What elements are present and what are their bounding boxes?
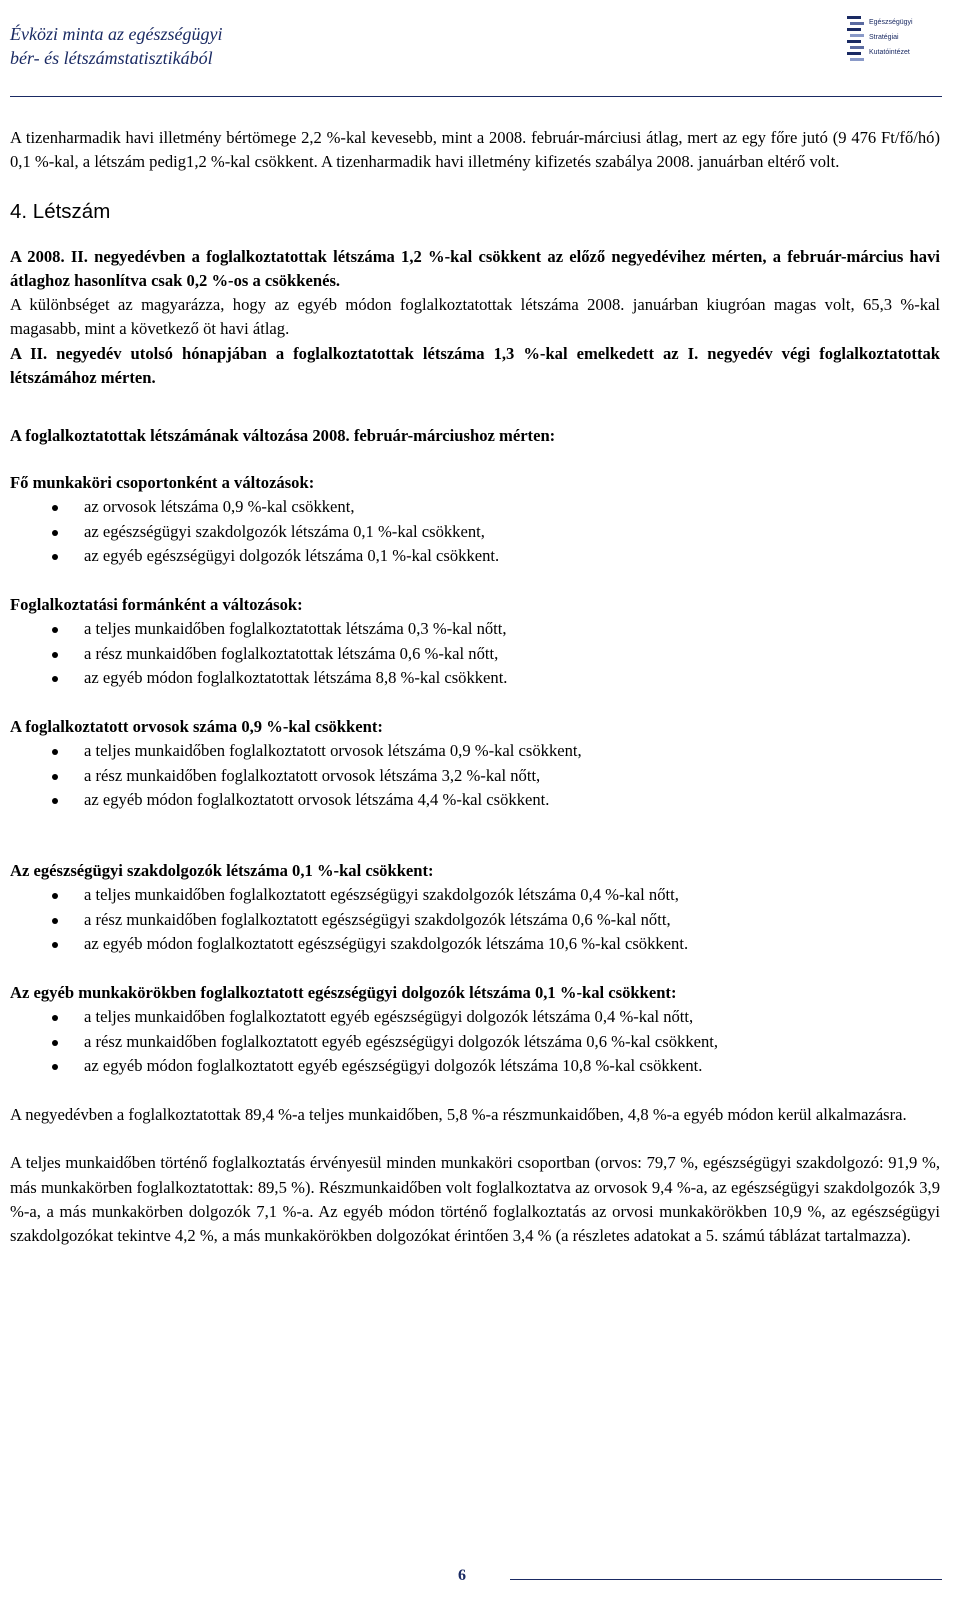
- list-item: az egyéb módon foglalkoztatottak létszáma 8,8 %-kal csökkent.: [10, 666, 940, 691]
- list-item: az egészségügyi szakdolgozók létszáma 0,1 %-kal csökkent,: [10, 520, 940, 545]
- group-heading: Az egészségügyi szakdolgozók létszáma 0,1 %-kal csökkent:: [10, 860, 434, 880]
- list-item: a teljes munkaidőben foglalkoztatott egészségügyi szakdolgozók létszáma 0,4 %-kal nőtt,: [10, 883, 940, 908]
- page-number: 6: [458, 1567, 466, 1584]
- document-header-title: [10, 22, 222, 70]
- change-heading: A foglalkoztatottak létszámának változása 2008. február-márciushoz mérten:: [10, 426, 556, 446]
- list-item: az egyéb módon foglalkoztatott orvosok létszáma 4,4 %-kal csökkent.: [10, 788, 940, 813]
- bullet-list: [10, 617, 940, 691]
- bullet-icon: [52, 893, 58, 899]
- change-group-4: [10, 859, 940, 957]
- bullet-icon: [52, 1015, 58, 1021]
- summary-bold-paragraph-1: A 2008. II. negyedévben a foglalkoztatottak létszáma 1,2 %-kal csökkent az előző negyedévihez mérten, a február-március havi átlaghoz hasonlítva csak 0,2 %-os a csökkenés.: [10, 246, 940, 290]
- bullet-list: [10, 495, 940, 569]
- summary-bold-paragraph-2: A II. negyedév utolsó hónapjában a foglalkoztatottak létszáma 1,3 %-kal emelkedett az I. negyedév végi foglalkoztatottak létszámához mérten.: [10, 343, 940, 388]
- bullet-icon: [52, 1040, 58, 1046]
- closing-paragraph-2: A teljes munkaidőben történő foglalkoztatás érvényesül minden munkaköri csoportban (orvos: 79,7 %, egészségügyi szakdolgozó: 91,9 %, más munkakörben foglalkoztatottak: 89,5 %). Részmunkaidőben volt foglalkoztatva az orvosok 9,4 %-a, az egészségügyi szakdolgozók 3,9 %-a, a más munkakörben dolgozók 7,1 %-a. Az egyéb módon történő foglalkoztatás az orvosi munkakörökben 10,9 %, az egészségügyi szakdolgozókat tekintve 4,2 %, a más munkakörökben dolgozókat érintően 3,4 % (a részletes adatokat a 5. számú táblázat tartalmazza).: [10, 1153, 940, 1246]
- footer-divider: [510, 1579, 942, 1580]
- bullet-icon: [52, 1064, 58, 1070]
- list-item: az egyéb módon foglalkoztatott egészségügyi szakdolgozók létszáma 10,6 %-kal csökkent.: [10, 932, 940, 957]
- group-heading: Foglalkoztatási formánként a változások:: [10, 594, 303, 614]
- bullet-icon: [52, 530, 58, 536]
- bullet-icon: [52, 676, 58, 682]
- bullet-icon: [52, 652, 58, 658]
- list-item: az egyéb egészségügyi dolgozók létszáma 0,1 %-kal csökkent.: [10, 544, 940, 569]
- list-item: a rész munkaidőben foglalkoztatott egyéb egészségügyi dolgozók létszáma 0,6 %-kal csökkent,: [10, 1030, 940, 1055]
- svg-text:Egészségügyi: Egészségügyi: [869, 19, 913, 26]
- group-heading: A foglalkoztatott orvosok száma 0,9 %-kal csökkent:: [10, 716, 383, 736]
- bullet-icon: [52, 505, 58, 511]
- summary-paragraph: A különbséget az magyarázza, hogy az egyéb módon foglalkoztatottak létszáma 2008. januárban kiugróan magas volt, 65,3 %-kal magasabb, mint a következő öt havi átlag.: [10, 295, 940, 339]
- list-item: az egyéb módon foglalkoztatott egyéb egészségügyi dolgozók létszáma 10,8 %-kal csökkent.: [10, 1054, 940, 1079]
- bullet-icon: [52, 798, 58, 804]
- header-title-line1: Évközi minta az egészségügyi: [10, 24, 223, 44]
- list-item: a teljes munkaidőben foglalkoztatott egyéb egészségügyi dolgozók létszáma 0,4 %-kal nőtt,: [10, 1005, 940, 1030]
- institute-logo: [845, 10, 940, 72]
- list-item: a rész munkaidőben foglalkoztatott egészségügyi szakdolgozók létszáma 0,6 %-kal nőtt,: [10, 908, 940, 933]
- document-body: [10, 126, 940, 1249]
- bullet-icon: [52, 627, 58, 633]
- bullet-icon: [52, 918, 58, 924]
- list-item: a teljes munkaidőben foglalkoztatottak létszáma 0,3 %-kal nőtt,: [10, 617, 940, 642]
- bullet-list: [10, 739, 940, 813]
- bullet-icon: [52, 774, 58, 780]
- header-divider: [10, 96, 942, 97]
- list-item: a rész munkaidőben foglalkoztatottak létszáma 0,6 %-kal nőtt,: [10, 642, 940, 667]
- svg-text:Stratégiai: Stratégiai: [869, 34, 899, 41]
- change-group-5: [10, 981, 940, 1079]
- bullet-list: [10, 883, 940, 957]
- list-item: a teljes munkaidőben foglalkoztatott orvosok létszáma 0,9 %-kal csökkent,: [10, 739, 940, 764]
- list-item: az orvosok létszáma 0,9 %-kal csökkent,: [10, 495, 940, 520]
- bullet-icon: [52, 554, 58, 560]
- change-group-1: [10, 471, 940, 569]
- header-title-line2: bér- és létszámstatisztikából: [10, 48, 213, 68]
- section-heading: 4. Létszám: [10, 199, 111, 223]
- bullet-icon: [52, 942, 58, 948]
- bullet-list: [10, 1005, 940, 1079]
- group-heading: Fő munkaköri csoportonként a változások:: [10, 472, 315, 492]
- change-group-2: [10, 593, 940, 691]
- bullet-icon: [52, 749, 58, 755]
- group-heading: Az egyéb munkakörökben foglalkoztatott egészségügyi dolgozók létszáma 0,1 %-kal csökkent:: [10, 982, 677, 1002]
- svg-text:Kutatóintézet: Kutatóintézet: [869, 49, 910, 56]
- change-group-3: [10, 715, 940, 813]
- intro-paragraph: A tizenharmadik havi illetmény bértömege 2,2 %-kal kevesebb, mint a 2008. február-márciusi átlag, mert az egy főre jutó (9 476 Ft/fő/hó) 0,1 %-kal, a létszám pedig1,2 %-kal csökkent. A tizenharmadik havi illetmény kifizetés szabálya 2008. januárban eltérő volt.: [10, 128, 940, 172]
- list-item: a rész munkaidőben foglalkoztatott orvosok létszáma 3,2 %-kal nőtt,: [10, 764, 940, 789]
- closing-paragraph-1: A negyedévben a foglalkoztatottak 89,4 %-a teljes munkaidőben, 5,8 %-a részmunkaidőben, 4,8 %-a egyéb módon kerül alkalmazásra.: [10, 1105, 907, 1125]
